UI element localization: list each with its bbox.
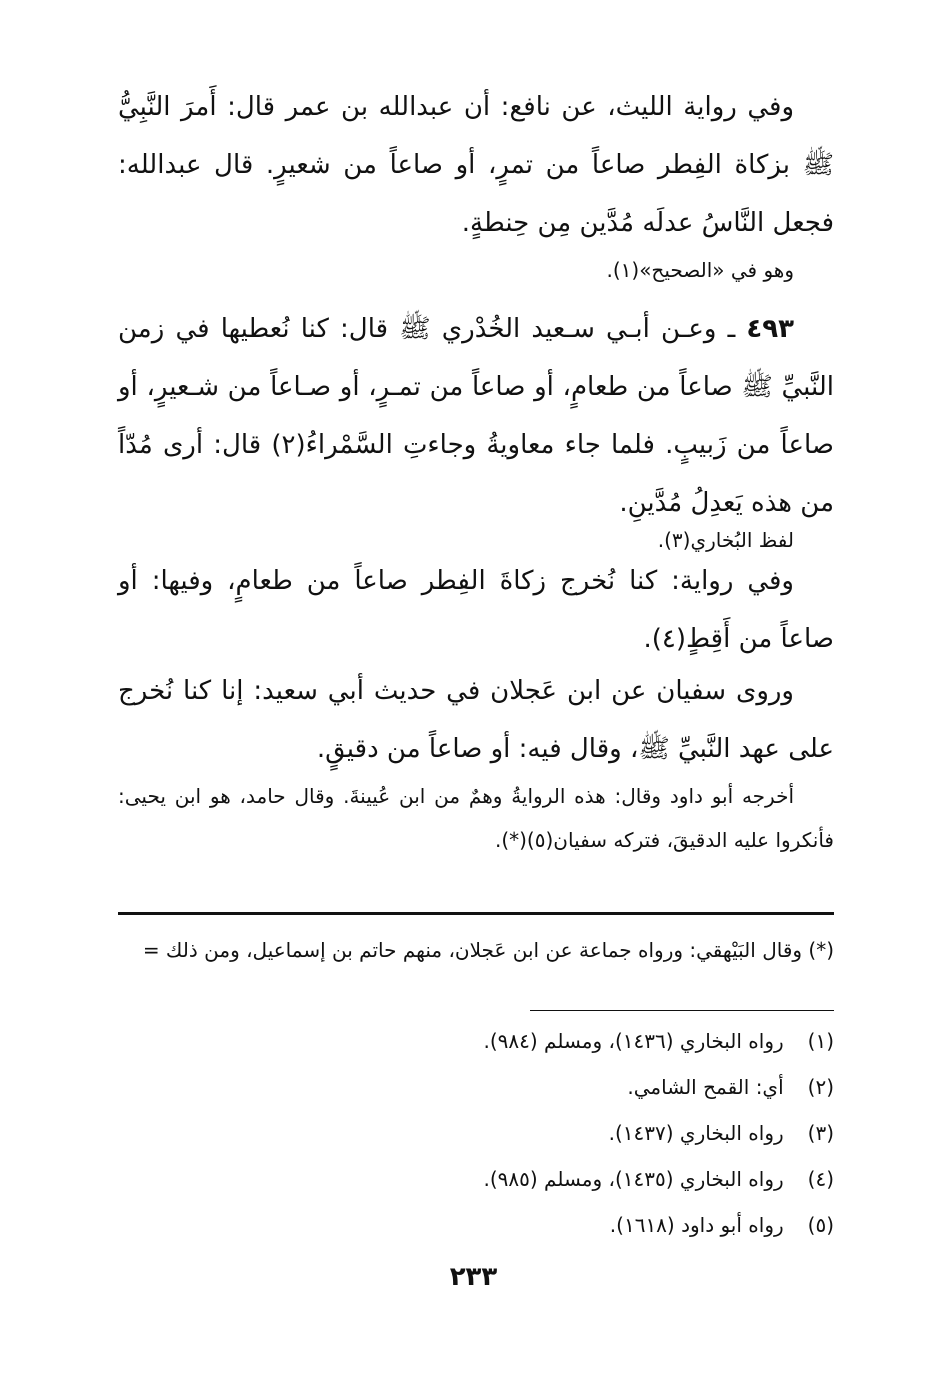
main-divider bbox=[118, 912, 834, 915]
hadith-493 bbox=[118, 300, 834, 532]
star-footnote-text: (*) وقال البَيْهقي: ورواه جماعة عن ابن عَجلان، منهم حاتم بن إسماعيل، ومن ذلك = bbox=[142, 938, 834, 962]
paragraph-text: وفي رواية: كنا نُخرج زكاةَ الفِطر صاعاً من طعامٍ، وفيها: أو صاعاً من أَقِطٍ(٤). bbox=[118, 566, 834, 654]
paragraph-laith-narration bbox=[118, 78, 834, 252]
footnote-number: (١) bbox=[807, 1029, 834, 1053]
footnote-text: رواه البخاري (١٤٣٦)، ومسلم (٩٨٤). bbox=[483, 1029, 784, 1053]
hadith-number: ٤٩٣ bbox=[746, 314, 795, 344]
source-note-text: لفظ البُخاري(٣). bbox=[657, 528, 794, 552]
footnote-divider bbox=[530, 1010, 834, 1011]
paragraph-sufyan-narration bbox=[118, 662, 834, 778]
paragraph-another-narration bbox=[118, 552, 834, 668]
source-note-sahih bbox=[118, 248, 834, 292]
footnote-number: (٤) bbox=[807, 1167, 834, 1191]
footnote-text: رواه البخاري (١٤٣٧). bbox=[608, 1121, 784, 1145]
footnote-5 bbox=[118, 1202, 834, 1248]
paragraph-text: وروى سفيان عن ابن عَجلان في حديث أبي سعيد: إنا كنا نُخرج على عهد النَّبيِّ ﷺ، وقال فيه: أو صاعاً من دقيقٍ. bbox=[118, 676, 834, 764]
footnote-number: (٢) bbox=[807, 1075, 834, 1099]
footnote-4 bbox=[118, 1156, 834, 1202]
footnote-2 bbox=[118, 1064, 834, 1110]
footnote-1 bbox=[118, 1018, 834, 1064]
paragraph-abu-dawud-note bbox=[118, 774, 834, 862]
source-note-text: وهو في «الصحيح»(١). bbox=[606, 258, 794, 282]
footnote-number: (٣) bbox=[807, 1121, 834, 1145]
star-footnote bbox=[118, 928, 834, 972]
footnote-text: أي: القمح الشامي. bbox=[627, 1075, 784, 1099]
paragraph-text: وفي رواية الليث، عن نافع: أن عبدالله بن عمر قال: أَمرَ النَّبِيُّ ﷺ بزكاة الفِطر صاعاً من تمرٍ، أو صاعاً من شعيرٍ. قال عبدالله: فجعل النَّاسُ عدلَه مُدَّين مِن حِنطةٍ. bbox=[118, 92, 834, 238]
page-number: ٢٣٣ bbox=[449, 1262, 498, 1292]
hadith-text: ـ وعـن أبـي سـعيد الخُدْري ﷺ قال: كنا نُعطيها في زمن النَّبيِّ ﷺ صاعاً من طعامٍ، أو صاعاً من تمـرٍ، أو صـاعاً من شـعيرٍ، أو صاعاً من زَبيبٍ. فلما جاء معاويةُ وجاءتِ السَّمْراءُ(٢) قال: أرى مُدّاً من هذه يَعدِلُ مُدَّينِ. bbox=[118, 314, 834, 518]
footnote-3 bbox=[118, 1110, 834, 1156]
footnotes-list bbox=[118, 1018, 834, 1248]
footnote-number: (٥) bbox=[807, 1213, 834, 1237]
footnote-text: رواه البخاري (١٤٣٥)، ومسلم (٩٨٥). bbox=[483, 1167, 784, 1191]
footnote-text: رواه أبو داود (١٦١٨). bbox=[609, 1213, 784, 1237]
paragraph-text: أخرجه أبو داود وقال: هذه الروايةُ وهمٌ من ابن عُيينةَ. وقال حامد، هو ابن يحيى: فأنكروا عليه الدقيقَ، فتركه سفيان(٥)(*). bbox=[118, 784, 834, 852]
